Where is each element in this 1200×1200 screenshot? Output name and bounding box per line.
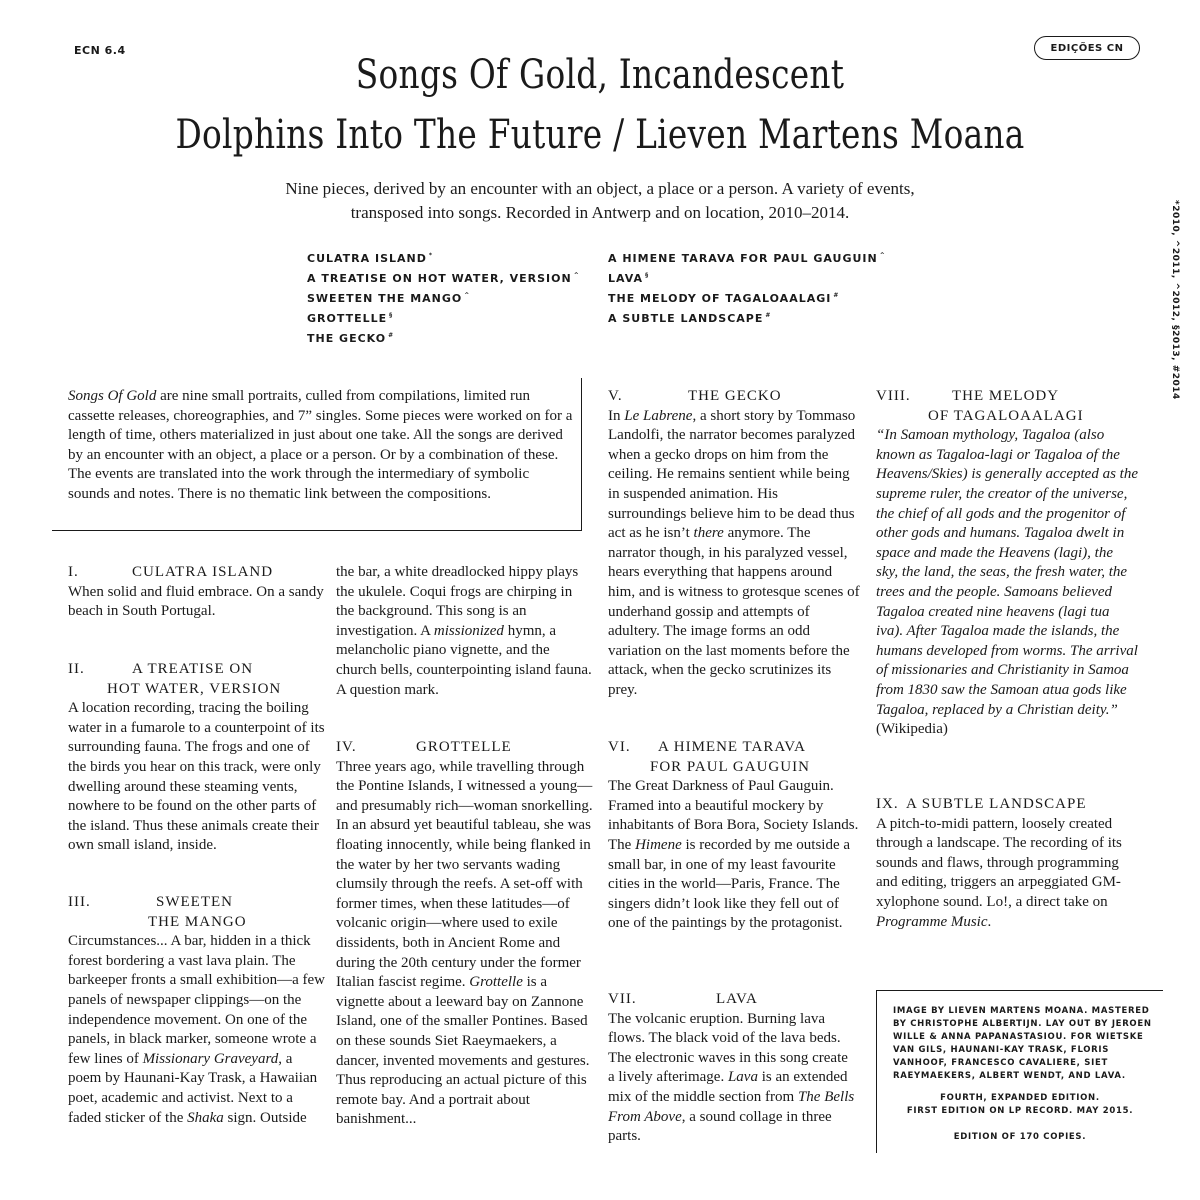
track-item: GROTTELLE § bbox=[307, 312, 394, 325]
track-item: SWEETEN THE MANGO ^ bbox=[307, 292, 471, 305]
subtitle-line-2: transposed into songs. Recorded in Antwerp and on location, 2010–2014. bbox=[350, 203, 850, 222]
section-heading: III. SWEETEN THE MANGO bbox=[68, 894, 247, 930]
section-text: When solid and fluid embrace. On a sandy beach in South Portugal. bbox=[68, 583, 324, 620]
section-text: the bar, a white dreadlocked hippy plays the ukulele. Coqui frogs are chirping in the background. This song is an investigation. A missionized hymn, a melancholic piano vignette, and the church bells, counterpointing island fauna. A question mark. bbox=[336, 564, 592, 698]
section-text: The volcanic eruption. Burning lava flows. The black void of the lava beds. The electronic waves in this song create a lively afterimage. Lava is an extended mix of the middle section from The Bells From Above, a sound collage in three parts. bbox=[608, 1010, 855, 1145]
section-8 bbox=[876, 387, 1138, 740]
tracklist-left bbox=[307, 247, 580, 347]
section-3-continued bbox=[336, 563, 592, 700]
track-item: THE GECKO # bbox=[307, 332, 395, 345]
track-item: A TREATISE ON HOT WATER, VERSION ^ bbox=[307, 272, 580, 285]
title-line-2: Dolphins Into The Future / Lieven Martens Moana bbox=[175, 112, 1025, 158]
section-text: The Great Darkness of Paul Gauguin. Framed into a beautiful mockery by inhabitants of Bora Bora, Society Islands. The Himene is recorded by me outside a small bar, in one of my least favourite cities in the world—Paris, France. The singers didn’t look like they fell out of one of the paintings by the protagonist. bbox=[608, 778, 859, 932]
subtitle-line-1: Nine pieces, derived by an encounter with an object, a place or a person. A variety of events, bbox=[285, 179, 915, 198]
section-heading: II. A TREATISE ON HOT WATER, VERSION bbox=[68, 661, 282, 697]
section-heading: VII. LAVA bbox=[608, 991, 758, 1007]
section-heading: I. CULATRA ISLAND bbox=[68, 564, 274, 580]
edition-line-3: EDITION OF 170 COPIES. bbox=[953, 1132, 1087, 1142]
publisher-badge: EDIÇÕES CN bbox=[1034, 36, 1140, 60]
section-heading: VI. A HIMENE TARAVA FOR PAUL GAUGUIN bbox=[608, 739, 810, 775]
track-item: LAVA § bbox=[608, 272, 650, 285]
section-9 bbox=[876, 795, 1138, 932]
section-heading: IX. A SUBTLE LANDSCAPE bbox=[876, 796, 1087, 812]
track-item: CULATRA ISLAND * bbox=[307, 252, 434, 265]
section-1 bbox=[68, 563, 326, 622]
section-4 bbox=[336, 738, 594, 1130]
section-text: A pitch-to-midi pattern, loosely created through a landscape. The recording of its sounds and flaws, through programming and editing, triggers an arpeggiated GM-xylophone sound. Lo!, a direct take on Programme Music. bbox=[876, 815, 1122, 930]
section-heading: IV. GROTTELLE bbox=[336, 739, 512, 755]
tracklist-right bbox=[608, 247, 886, 327]
intro-paragraph: Songs Of Gold are nine small portraits, culled from compilations, limited run cassette releases, choreographies, and 7” singles. Some pieces were worked on for a length of time, others materialized in just about one take. All the songs are derived by an encounter with an object, a place or a person. Or by a combination of these. The events are translated into the work through the intermediary of symbolic sounds and notes. There is no thematic link between the compositions. bbox=[68, 388, 573, 502]
section-text: “In Samoan mythology, Tagaloa (also known as Tagaloa-lagi or Tagaloa of the Heavens/Skies) is generally accepted as the supreme ruler, the creator of the universe, the chief of all gods and the progenitor of other gods and humans. Tagaloa dwelt in space and made the Heavens (lagi), the sky, the land, the seas, the fresh water, the trees and the people. Samoans believed Tagaloa created nine heavens (lagi tua iva). After Tagaloa made the islands, the humans developed from worms. The arrival of missionaries and Christianity in Samoa from 1830 saw the Samoan atua gods like Tagaloa, replaced by a Christian deity.” (Wikipedia) bbox=[876, 427, 1138, 738]
track-item: THE MELODY OF TAGALOAALAGI # bbox=[608, 292, 840, 305]
catalog-number: ECN 6.4 bbox=[74, 44, 126, 57]
section-heading: V. THE GECKO bbox=[608, 388, 782, 404]
section-text: In Le Labrene, a short story by Tommaso Landolfi, the narrator becomes paralyzed when a gecko drops on him from the ceiling. He remains sentient while being in suspended animation. His surroundings believe him to be dead thus act as he isn’t there anymore. The narrator though, in his paralyzed vessel, hears everything that happens around him, and is witness to grotesque scenes of underhand gossip and attempts of adultery. The image forms an odd variation on the last moments before the attack, when the gecko scrutinizes its prey. bbox=[608, 407, 860, 698]
section-2 bbox=[68, 660, 326, 856]
section-5 bbox=[608, 387, 860, 701]
section-text: Three years ago, while travelling through the Pontine Islands, I witnessed a young—and presumably rich—woman snorkelling. In an absurd yet beautiful tableau, she was floating innocently, while being flanked in the water by her two servants wading clumsily through the reefs. A set-off with former times, when these latitudes—of volcanic origin—where used to exile dissidents, both in Ancient Rome and during the 20th century under the former Italian fascist regime. Grottelle is a vignette about a leeward bay on Zannone Island, one of the smaller Pontines. Based on these sounds Siet Raeymaekers, a dancer, invented movements and gestures. Thus reproducing an actual picture of this remote bay. And a portrait about banishment... bbox=[336, 758, 593, 1128]
section-3 bbox=[68, 893, 326, 1128]
section-7 bbox=[608, 990, 858, 1147]
edition-line-2: FIRST EDITION ON LP RECORD. MAY 2015. bbox=[906, 1106, 1134, 1116]
title-line-1: Songs Of Gold, Incandescent bbox=[355, 52, 845, 98]
section-6 bbox=[608, 738, 864, 934]
edition-line-1: FOURTH, EXPANDED EDITION. bbox=[940, 1093, 1100, 1103]
track-item: A SUBTLE LANDSCAPE # bbox=[608, 312, 772, 325]
year-note: *2010, ^2011, ^2012, §2013, #2014 bbox=[1170, 200, 1180, 400]
subtitle bbox=[200, 177, 1000, 225]
section-text: A location recording, tracing the boiling water in a fumarole to a counterpoint of its surrounding fauna. The frogs and one of the birds you hear on this track, were only dwelling around these steaming vents, nowhere to be found on the other parts of the island. Thus these animals create their own small island, inside. bbox=[68, 700, 325, 854]
credits-text: IMAGE BY LIEVEN MARTENS MOANA. MASTERED BY CHRISTOPHE ALBERTIJN. LAY OUT BY JEROEN WILLE & ANNA PAPANASTASIOU. FOR WIETSKE VAN GILS, HAUNANI-KAY TRASK, FLORIS VANHOOF, FRANCESCO CAVALIERE, SIET RAEYMAEKERS, ALBERT WENDT, AND LAVA. bbox=[893, 1006, 1152, 1081]
section-text: Circumstances... A bar, hidden in a thick forest bordering a vast lava plain. The barkeeper fronts a small exhibition—a few panels of newspaper clippings—on the independence movement. On one of the panels, in black marker, someone wrote a few lines of Missionary Graveyard, a poem by Haunani-Kay Trask, a Hawaiian poet, academic and activist. Next to a faded sticker of the Shaka sign. Outside bbox=[68, 933, 325, 1126]
section-heading: VIII. THE MELODY OF TAGALOAALAGI bbox=[876, 388, 1084, 424]
track-item: A HIMENE TARAVA FOR PAUL GAUGUIN ^ bbox=[608, 252, 886, 265]
